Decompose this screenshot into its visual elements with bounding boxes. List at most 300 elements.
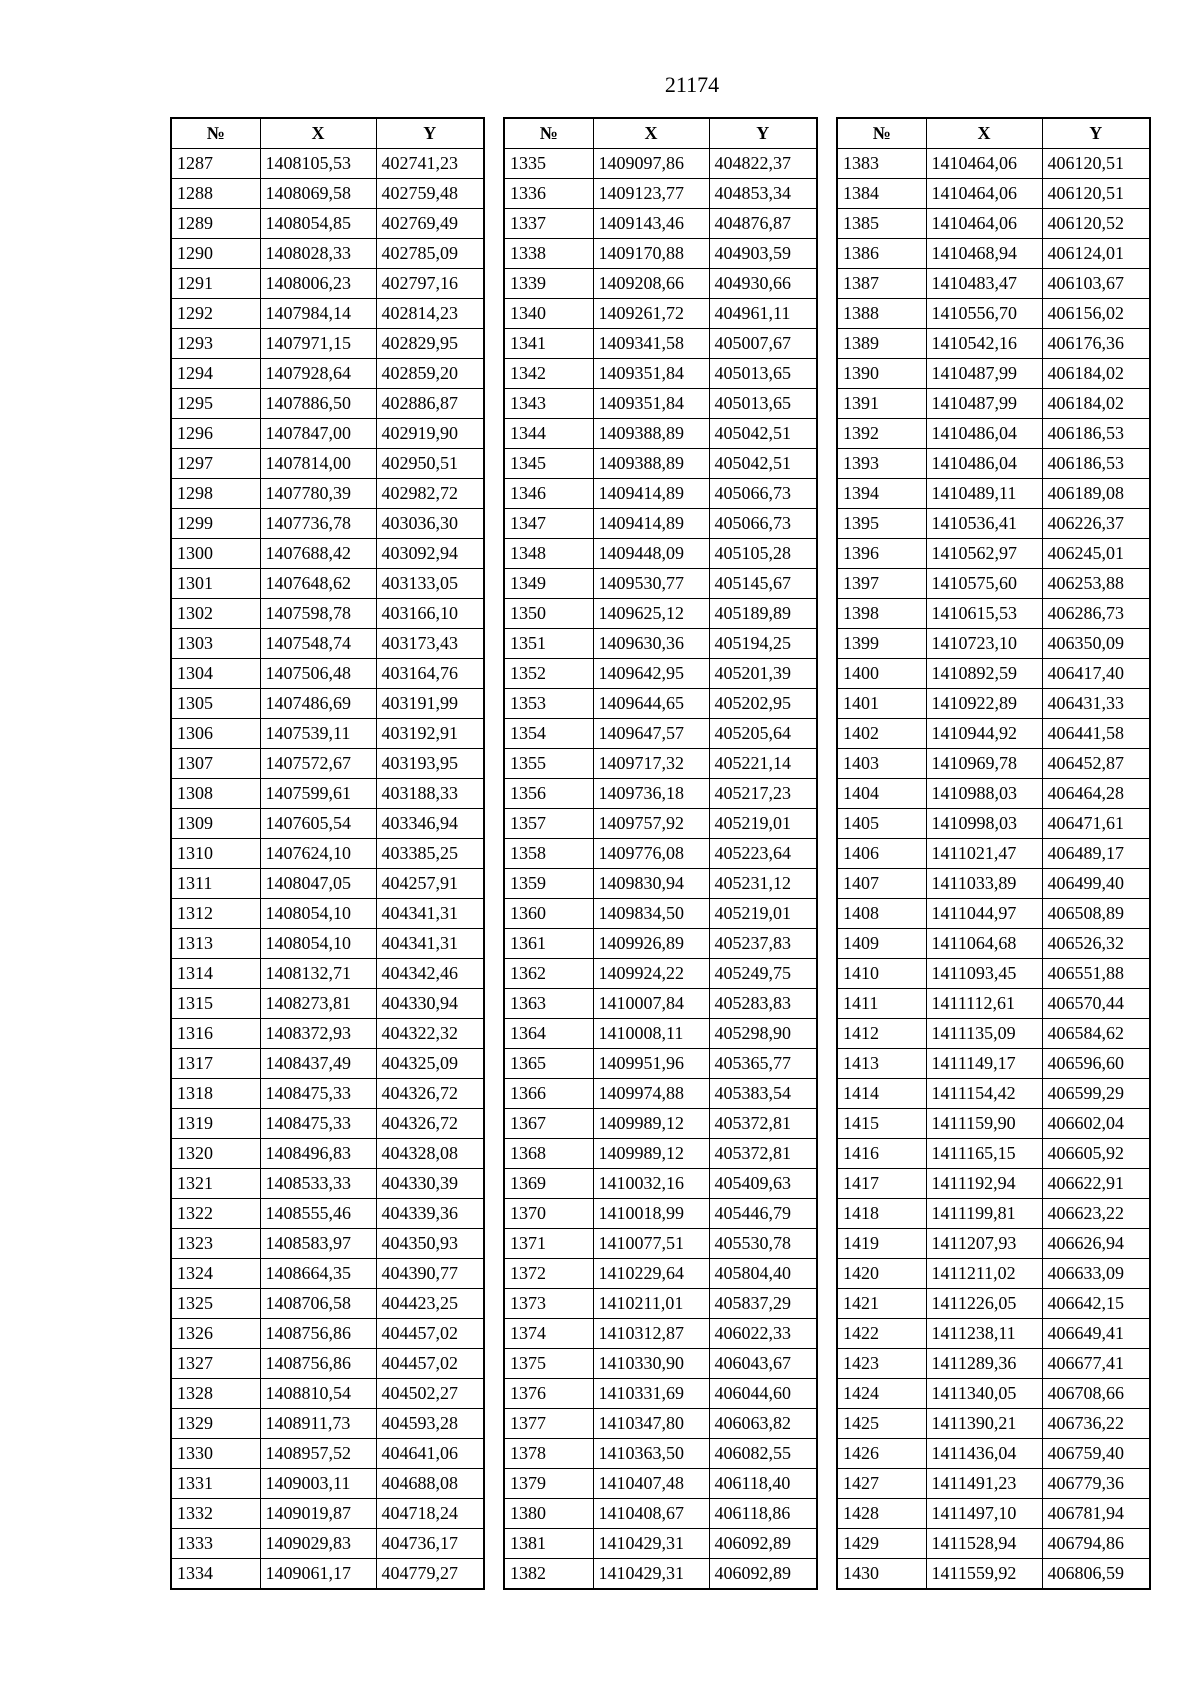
point-number-cell: 1315 (171, 989, 260, 1019)
x-coordinate-cell: 1410556,70 (926, 299, 1042, 329)
x-coordinate-cell: 1410464,06 (926, 209, 1042, 239)
point-number-cell: 1318 (171, 1079, 260, 1109)
table-row (504, 449, 817, 479)
column-header-number: № (171, 118, 260, 149)
x-coordinate-cell: 1411093,45 (926, 959, 1042, 989)
table-row (504, 1199, 817, 1229)
y-coordinate-cell: 405446,79 (709, 1199, 817, 1229)
point-number-cell: 1288 (171, 179, 260, 209)
y-coordinate-cell: 406063,82 (709, 1409, 817, 1439)
y-coordinate-cell: 406626,94 (1042, 1229, 1150, 1259)
table-row (837, 989, 1150, 1019)
point-number-cell: 1363 (504, 989, 593, 1019)
y-coordinate-cell: 405145,67 (709, 569, 817, 599)
x-coordinate-cell: 1410998,03 (926, 809, 1042, 839)
y-coordinate-cell: 406186,53 (1042, 449, 1150, 479)
point-number-cell: 1394 (837, 479, 926, 509)
x-coordinate-cell: 1408756,86 (260, 1319, 376, 1349)
y-coordinate-cell: 405237,83 (709, 929, 817, 959)
y-coordinate-cell: 406779,36 (1042, 1469, 1150, 1499)
y-coordinate-cell: 404853,34 (709, 179, 817, 209)
table-row (504, 809, 817, 839)
table-row (171, 1529, 484, 1559)
x-coordinate-cell: 1408047,05 (260, 869, 376, 899)
point-number-cell: 1428 (837, 1499, 926, 1529)
y-coordinate-cell: 404257,91 (376, 869, 484, 899)
point-number-cell: 1389 (837, 329, 926, 359)
table-row (837, 1199, 1150, 1229)
x-coordinate-cell: 1408957,52 (260, 1439, 376, 1469)
table-row (504, 359, 817, 389)
table-row (837, 1109, 1150, 1139)
point-number-cell: 1317 (171, 1049, 260, 1079)
x-coordinate-cell: 1410464,06 (926, 149, 1042, 179)
table-row (171, 239, 484, 269)
table-row (504, 899, 817, 929)
point-number-cell: 1305 (171, 689, 260, 719)
x-coordinate-cell: 1407736,78 (260, 509, 376, 539)
point-number-cell: 1381 (504, 1529, 593, 1559)
table-row (504, 869, 817, 899)
y-coordinate-cell: 406708,66 (1042, 1379, 1150, 1409)
y-coordinate-cell: 405007,67 (709, 329, 817, 359)
x-coordinate-cell: 1411340,05 (926, 1379, 1042, 1409)
table-row (171, 1169, 484, 1199)
y-coordinate-cell: 405042,51 (709, 419, 817, 449)
y-coordinate-cell: 406184,02 (1042, 389, 1150, 419)
table-row (837, 1559, 1150, 1590)
table-row (171, 1109, 484, 1139)
table-row (504, 329, 817, 359)
table-row (504, 569, 817, 599)
point-number-cell: 1408 (837, 899, 926, 929)
x-coordinate-cell: 1410007,84 (593, 989, 709, 1019)
point-number-cell: 1328 (171, 1379, 260, 1409)
point-number-cell: 1303 (171, 629, 260, 659)
table-row (837, 539, 1150, 569)
y-coordinate-cell: 404593,28 (376, 1409, 484, 1439)
x-coordinate-cell: 1409061,17 (260, 1559, 376, 1590)
y-coordinate-cell: 406633,09 (1042, 1259, 1150, 1289)
table-row (504, 179, 817, 209)
y-coordinate-cell: 403346,94 (376, 809, 484, 839)
x-coordinate-cell: 1408911,73 (260, 1409, 376, 1439)
y-coordinate-cell: 404876,87 (709, 209, 817, 239)
point-number-cell: 1327 (171, 1349, 260, 1379)
column-header-x: X (260, 118, 376, 149)
y-coordinate-cell: 406570,44 (1042, 989, 1150, 1019)
x-coordinate-cell: 1409924,22 (593, 959, 709, 989)
y-coordinate-cell: 406441,58 (1042, 719, 1150, 749)
point-number-cell: 1355 (504, 749, 593, 779)
y-coordinate-cell: 404688,08 (376, 1469, 484, 1499)
column-header-x: X (926, 118, 1042, 149)
y-coordinate-cell: 406118,40 (709, 1469, 817, 1499)
table-row (837, 1169, 1150, 1199)
column-header-number: № (504, 118, 593, 149)
x-coordinate-cell: 1408273,81 (260, 989, 376, 1019)
table-row (837, 1019, 1150, 1049)
table-row (171, 179, 484, 209)
y-coordinate-cell: 402814,23 (376, 299, 484, 329)
y-coordinate-cell: 403133,05 (376, 569, 484, 599)
y-coordinate-cell: 406043,67 (709, 1349, 817, 1379)
y-coordinate-cell: 404457,02 (376, 1319, 484, 1349)
point-number-cell: 1393 (837, 449, 926, 479)
point-number-cell: 1362 (504, 959, 593, 989)
point-number-cell: 1298 (171, 479, 260, 509)
x-coordinate-cell: 1408105,53 (260, 149, 376, 179)
table-row (837, 779, 1150, 809)
point-number-cell: 1370 (504, 1199, 593, 1229)
table-row (837, 1049, 1150, 1079)
x-coordinate-cell: 1410487,99 (926, 389, 1042, 419)
point-number-cell: 1341 (504, 329, 593, 359)
point-number-cell: 1350 (504, 599, 593, 629)
y-coordinate-cell: 405042,51 (709, 449, 817, 479)
point-number-cell: 1379 (504, 1469, 593, 1499)
point-number-cell: 1359 (504, 869, 593, 899)
x-coordinate-cell: 1407688,42 (260, 539, 376, 569)
table-row (504, 539, 817, 569)
table-row (171, 1349, 484, 1379)
y-coordinate-cell: 404341,31 (376, 899, 484, 929)
table-row (504, 1109, 817, 1139)
table-row (504, 269, 817, 299)
point-number-cell: 1380 (504, 1499, 593, 1529)
table-row (837, 1439, 1150, 1469)
point-number-cell: 1368 (504, 1139, 593, 1169)
y-coordinate-cell: 404322,32 (376, 1019, 484, 1049)
y-coordinate-cell: 406508,89 (1042, 899, 1150, 929)
table-row (504, 1049, 817, 1079)
table-row (504, 419, 817, 449)
y-coordinate-cell: 406156,02 (1042, 299, 1150, 329)
point-number-cell: 1402 (837, 719, 926, 749)
table-row (171, 539, 484, 569)
x-coordinate-cell: 1408028,33 (260, 239, 376, 269)
table-row (837, 479, 1150, 509)
table-row (837, 509, 1150, 539)
table-row (837, 899, 1150, 929)
table-row (171, 719, 484, 749)
y-coordinate-cell: 402797,16 (376, 269, 484, 299)
x-coordinate-cell: 1409834,50 (593, 899, 709, 929)
x-coordinate-cell: 1409974,88 (593, 1079, 709, 1109)
y-coordinate-cell: 406120,52 (1042, 209, 1150, 239)
y-coordinate-cell: 403193,95 (376, 749, 484, 779)
x-coordinate-cell: 1407814,00 (260, 449, 376, 479)
x-coordinate-cell: 1410330,90 (593, 1349, 709, 1379)
table-row (504, 629, 817, 659)
x-coordinate-cell: 1409351,84 (593, 359, 709, 389)
x-coordinate-cell: 1410211,01 (593, 1289, 709, 1319)
point-number-cell: 1307 (171, 749, 260, 779)
x-coordinate-cell: 1408756,86 (260, 1349, 376, 1379)
point-number-cell: 1383 (837, 149, 926, 179)
y-coordinate-cell: 405013,65 (709, 389, 817, 419)
point-number-cell: 1300 (171, 539, 260, 569)
table-row (837, 1469, 1150, 1499)
table-row (504, 989, 817, 1019)
table-row (171, 989, 484, 1019)
x-coordinate-cell: 1411165,15 (926, 1139, 1042, 1169)
point-number-cell: 1347 (504, 509, 593, 539)
y-coordinate-cell: 402982,72 (376, 479, 484, 509)
table-row (837, 1409, 1150, 1439)
x-coordinate-cell: 1410077,51 (593, 1229, 709, 1259)
y-coordinate-cell: 405194,25 (709, 629, 817, 659)
table-row (504, 1409, 817, 1439)
point-number-cell: 1387 (837, 269, 926, 299)
point-number-cell: 1422 (837, 1319, 926, 1349)
y-coordinate-cell: 406103,67 (1042, 269, 1150, 299)
x-coordinate-cell: 1409530,77 (593, 569, 709, 599)
y-coordinate-cell: 406623,22 (1042, 1199, 1150, 1229)
table-row (837, 179, 1150, 209)
x-coordinate-cell: 1410489,11 (926, 479, 1042, 509)
point-number-cell: 1423 (837, 1349, 926, 1379)
table-row (171, 359, 484, 389)
y-coordinate-cell: 405409,63 (709, 1169, 817, 1199)
x-coordinate-cell: 1410615,53 (926, 599, 1042, 629)
point-number-cell: 1391 (837, 389, 926, 419)
table-row (171, 689, 484, 719)
table-row (504, 1529, 817, 1559)
x-coordinate-cell: 1408132,71 (260, 959, 376, 989)
table-row (504, 749, 817, 779)
table-row (171, 899, 484, 929)
point-number-cell: 1414 (837, 1079, 926, 1109)
y-coordinate-cell: 402886,87 (376, 389, 484, 419)
y-coordinate-cell: 406120,51 (1042, 179, 1150, 209)
y-coordinate-cell: 405804,40 (709, 1259, 817, 1289)
x-coordinate-cell: 1410562,97 (926, 539, 1042, 569)
table-row (837, 1379, 1150, 1409)
x-coordinate-cell: 1409003,11 (260, 1469, 376, 1499)
point-number-cell: 1322 (171, 1199, 260, 1229)
x-coordinate-cell: 1409208,66 (593, 269, 709, 299)
point-number-cell: 1419 (837, 1229, 926, 1259)
table-row (171, 1229, 484, 1259)
table-row (171, 1259, 484, 1289)
table-row (504, 1499, 817, 1529)
y-coordinate-cell: 405219,01 (709, 809, 817, 839)
y-coordinate-cell: 406781,94 (1042, 1499, 1150, 1529)
x-coordinate-cell: 1410575,60 (926, 569, 1042, 599)
point-number-cell: 1306 (171, 719, 260, 749)
point-number-cell: 1326 (171, 1319, 260, 1349)
point-number-cell: 1320 (171, 1139, 260, 1169)
table-row (837, 209, 1150, 239)
y-coordinate-cell: 406189,08 (1042, 479, 1150, 509)
point-number-cell: 1418 (837, 1199, 926, 1229)
table-row (504, 1379, 817, 1409)
table-row (504, 149, 817, 179)
y-coordinate-cell: 406602,04 (1042, 1109, 1150, 1139)
x-coordinate-cell: 1410892,59 (926, 659, 1042, 689)
table-row (837, 329, 1150, 359)
y-coordinate-cell: 404330,39 (376, 1169, 484, 1199)
x-coordinate-cell: 1408810,54 (260, 1379, 376, 1409)
y-coordinate-cell: 405217,23 (709, 779, 817, 809)
x-coordinate-cell: 1411044,97 (926, 899, 1042, 929)
table-row (171, 209, 484, 239)
table-row (837, 1529, 1150, 1559)
y-coordinate-cell: 406622,91 (1042, 1169, 1150, 1199)
point-number-cell: 1421 (837, 1289, 926, 1319)
y-coordinate-cell: 406120,51 (1042, 149, 1150, 179)
table-row (837, 929, 1150, 959)
x-coordinate-cell: 1407572,67 (260, 749, 376, 779)
y-coordinate-cell: 404350,93 (376, 1229, 484, 1259)
x-coordinate-cell: 1410486,04 (926, 419, 1042, 449)
x-coordinate-cell: 1409414,89 (593, 479, 709, 509)
point-number-cell: 1366 (504, 1079, 593, 1109)
page-number: 21174 (664, 72, 720, 97)
x-coordinate-cell: 1407486,69 (260, 689, 376, 719)
table-row (171, 1379, 484, 1409)
x-coordinate-cell: 1411491,23 (926, 1469, 1042, 1499)
x-coordinate-cell: 1409019,87 (260, 1499, 376, 1529)
point-number-cell: 1407 (837, 869, 926, 899)
x-coordinate-cell: 1408054,85 (260, 209, 376, 239)
y-coordinate-cell: 404326,72 (376, 1109, 484, 1139)
y-coordinate-cell: 404961,11 (709, 299, 817, 329)
point-number-cell: 1405 (837, 809, 926, 839)
y-coordinate-cell: 405372,81 (709, 1109, 817, 1139)
x-coordinate-cell: 1411226,05 (926, 1289, 1042, 1319)
table-row (837, 1289, 1150, 1319)
x-coordinate-cell: 1407539,11 (260, 719, 376, 749)
point-number-cell: 1294 (171, 359, 260, 389)
x-coordinate-cell: 1407548,74 (260, 629, 376, 659)
x-coordinate-cell: 1407624,10 (260, 839, 376, 869)
table-row (504, 1079, 817, 1109)
table-row (171, 1019, 484, 1049)
x-coordinate-cell: 1409351,84 (593, 389, 709, 419)
y-coordinate-cell: 404423,25 (376, 1289, 484, 1319)
table-row (837, 569, 1150, 599)
point-number-cell: 1396 (837, 539, 926, 569)
point-number-cell: 1336 (504, 179, 593, 209)
x-coordinate-cell: 1410542,16 (926, 329, 1042, 359)
table-row (837, 299, 1150, 329)
x-coordinate-cell: 1409097,86 (593, 149, 709, 179)
point-number-cell: 1335 (504, 149, 593, 179)
y-coordinate-cell: 404328,08 (376, 1139, 484, 1169)
x-coordinate-cell: 1411192,94 (926, 1169, 1042, 1199)
x-coordinate-cell: 1410487,99 (926, 359, 1042, 389)
table-row (837, 1349, 1150, 1379)
x-coordinate-cell: 1407605,54 (260, 809, 376, 839)
column-header-y: Y (376, 118, 484, 149)
point-number-cell: 1411 (837, 989, 926, 1019)
x-coordinate-cell: 1409644,65 (593, 689, 709, 719)
point-number-cell: 1429 (837, 1529, 926, 1559)
y-coordinate-cell: 402769,49 (376, 209, 484, 239)
x-coordinate-cell: 1408496,83 (260, 1139, 376, 1169)
point-number-cell: 1392 (837, 419, 926, 449)
column-header-x: X (593, 118, 709, 149)
table-row (504, 1019, 817, 1049)
table-row (504, 299, 817, 329)
x-coordinate-cell: 1410229,64 (593, 1259, 709, 1289)
point-number-cell: 1309 (171, 809, 260, 839)
table-row (504, 689, 817, 719)
x-coordinate-cell: 1410922,89 (926, 689, 1042, 719)
x-coordinate-cell: 1410347,80 (593, 1409, 709, 1439)
x-coordinate-cell: 1409388,89 (593, 449, 709, 479)
point-number-cell: 1373 (504, 1289, 593, 1319)
x-coordinate-cell: 1410536,41 (926, 509, 1042, 539)
y-coordinate-cell: 406350,09 (1042, 629, 1150, 659)
x-coordinate-cell: 1407506,48 (260, 659, 376, 689)
point-number-cell: 1299 (171, 509, 260, 539)
table-row (171, 389, 484, 419)
point-number-cell: 1321 (171, 1169, 260, 1199)
coordinates-table-2 (503, 117, 818, 1590)
y-coordinate-cell: 404930,66 (709, 269, 817, 299)
y-coordinate-cell: 405066,73 (709, 509, 817, 539)
y-coordinate-cell: 402759,48 (376, 179, 484, 209)
table-row (504, 1169, 817, 1199)
table-row (837, 1499, 1150, 1529)
y-coordinate-cell: 402785,09 (376, 239, 484, 269)
x-coordinate-cell: 1410723,10 (926, 629, 1042, 659)
y-coordinate-cell: 404342,46 (376, 959, 484, 989)
y-coordinate-cell: 405231,12 (709, 869, 817, 899)
y-coordinate-cell: 403191,99 (376, 689, 484, 719)
x-coordinate-cell: 1409642,95 (593, 659, 709, 689)
y-coordinate-cell: 406286,73 (1042, 599, 1150, 629)
point-number-cell: 1311 (171, 869, 260, 899)
point-number-cell: 1337 (504, 209, 593, 239)
x-coordinate-cell: 1408054,10 (260, 929, 376, 959)
x-coordinate-cell: 1410408,67 (593, 1499, 709, 1529)
table-row (171, 1289, 484, 1319)
table-row (171, 1469, 484, 1499)
x-coordinate-cell: 1408475,33 (260, 1109, 376, 1139)
table-row (171, 419, 484, 449)
point-number-cell: 1410 (837, 959, 926, 989)
x-coordinate-cell: 1409830,94 (593, 869, 709, 899)
y-coordinate-cell: 403192,91 (376, 719, 484, 749)
table-row (504, 1469, 817, 1499)
point-number-cell: 1409 (837, 929, 926, 959)
point-number-cell: 1420 (837, 1259, 926, 1289)
x-coordinate-cell: 1410486,04 (926, 449, 1042, 479)
y-coordinate-cell: 405223,64 (709, 839, 817, 869)
y-coordinate-cell: 406044,60 (709, 1379, 817, 1409)
table-row (837, 629, 1150, 659)
y-coordinate-cell: 406499,40 (1042, 869, 1150, 899)
y-coordinate-cell: 404457,02 (376, 1349, 484, 1379)
y-coordinate-cell: 406736,22 (1042, 1409, 1150, 1439)
table-row (504, 479, 817, 509)
table-row (504, 1559, 817, 1590)
y-coordinate-cell: 404341,31 (376, 929, 484, 959)
point-number-cell: 1406 (837, 839, 926, 869)
point-number-cell: 1302 (171, 599, 260, 629)
x-coordinate-cell: 1409630,36 (593, 629, 709, 659)
y-coordinate-cell: 406596,60 (1042, 1049, 1150, 1079)
x-coordinate-cell: 1408664,35 (260, 1259, 376, 1289)
point-number-cell: 1295 (171, 389, 260, 419)
point-number-cell: 1425 (837, 1409, 926, 1439)
y-coordinate-cell: 406226,37 (1042, 509, 1150, 539)
x-coordinate-cell: 1411159,90 (926, 1109, 1042, 1139)
